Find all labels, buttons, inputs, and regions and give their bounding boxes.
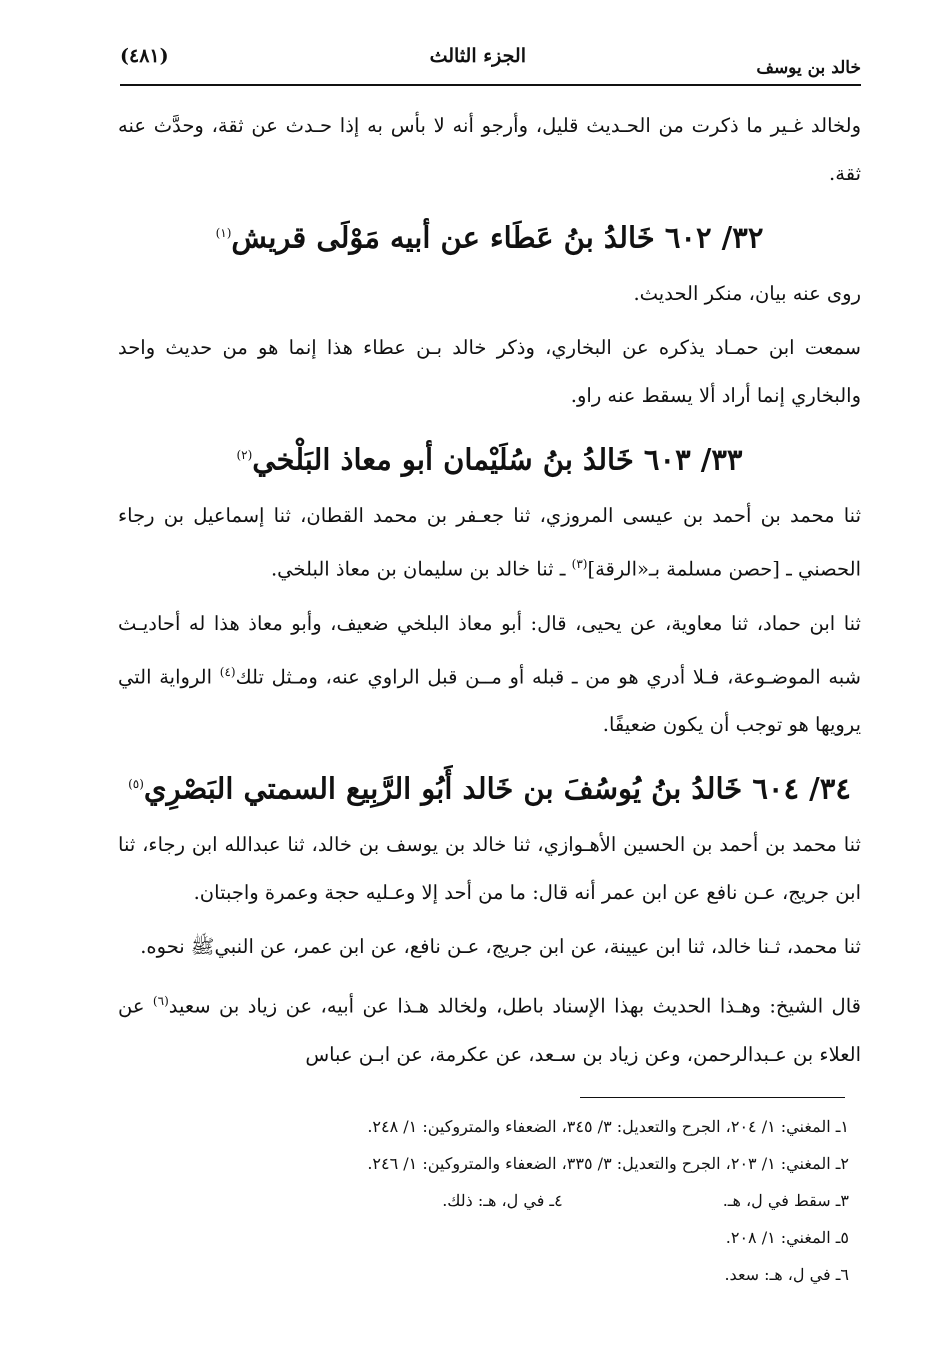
entry-title-604 xyxy=(118,753,861,815)
footnote-6: ٦ـ في ل، هـ: سعد. xyxy=(724,1265,849,1284)
footnote-1: ١ـ المغني: ١/ ٢٠٤، الجرح والتعديل: ٣/ ٣٤٥، الضعفاء والمتروكين: ١/ ٢٤٨. xyxy=(367,1117,849,1136)
entry-title-603 xyxy=(118,424,861,486)
entry-title-602 xyxy=(118,202,861,264)
footnote-4: ٤ـ في ل، هـ: ذلك. xyxy=(442,1191,563,1210)
paragraph-604-2: ثنا محمد، ثـنا خالد، ثنا ابن عيينة، عن ابن جريج، عـن نافع، عن ابن عمر، عن النبيﷺ نحوه. xyxy=(140,935,861,958)
footnote-5: ٥ـ المغني: ١/ ٢٠٨. xyxy=(725,1228,849,1247)
running-header xyxy=(120,40,861,86)
paragraph-603-1 xyxy=(118,492,861,594)
footnote-ref-3: (٣) xyxy=(571,557,588,571)
paragraph-603-1-text-a: ثنا محمد بن أحمد بن عيسى المروزي، ثنا جعـفر بن محمد القطان، ثنا إسماعيل بن رجاء الحصني ـ [حصن مسلمة بـ«الرقة] xyxy=(118,504,861,581)
paragraph-603-2 xyxy=(118,600,861,750)
paragraph-602-2: سمعت ابن حمـاد يذكره عن البخاري، وذكر خالد بـن عطاء هذا إنما هو من حديث واحد والبخاري إنما أراد ألا يسقط عنه راو. xyxy=(118,336,861,407)
paragraph-603-1-text-b: ـ ثنا خالد بن سليمان بن معاذ البلخي. xyxy=(270,557,572,581)
footnote-ref-2: (٢) xyxy=(236,448,253,462)
footnote-2: ٢ـ المغني: ١/ ٢٠٣، الجرح والتعديل: ٣/ ٣٣٥، الضعفاء والمتروكين: ١/ ٢٤٦. xyxy=(367,1154,849,1173)
footnote-ref-5: (٥) xyxy=(128,777,144,791)
footnote-ref-1: (١) xyxy=(215,226,232,240)
paragraph-603-2-text-b: الرواية التي يرويها هو توجب أن يكون ضعيفًا. xyxy=(118,665,861,736)
footnote-row-3-4 xyxy=(120,1182,849,1219)
paragraph-603-2-text-a: ثنا ابن حماد، ثنا معاوية، عن يحيى، قال: أبو معاذ البلخي ضعيف، وأبو معاذ هذا له أحاديـث شبه الموضـوعة، فـلا أدري هو من ـ قبله أو مــن قبل الراوي عنه، ومـثل تلك xyxy=(118,611,861,688)
footnote-ref-4: (٤) xyxy=(219,664,236,679)
header-page-number: (٤٨١) xyxy=(120,45,169,67)
footnote-3: ٣ـ سقط في ل، هـ. xyxy=(722,1191,849,1210)
footnotes xyxy=(120,1108,849,1293)
header-chapter-title: خالد بن يوسف xyxy=(756,58,861,78)
page-body xyxy=(118,102,861,1079)
entry-title-602-text: ٣٢/ ٦٠٢ خَالدُ بنُ عَطَاء عن أبيه مَوْلَى قريش xyxy=(231,220,764,255)
entry-title-604-text: ٣٤/ ٦٠٤ خَالدُ بنُ يُوسُفَ بن خَالد أَبُو الرَّبِيع السمتي البَصْرِي xyxy=(143,771,851,806)
footnote-ref-6: (٦) xyxy=(152,994,169,1008)
paragraph-604-3-text-a: قال الشيخ: وهـذا الحديث بهذا الإسناد باطل، ولخالد هـذا عن أبيه، عن زياد بن سعيد xyxy=(168,994,861,1018)
paragraph-intro: ولخالد غـير ما ذكرت من الحـديث قليل، وأرجو أنه لا بأس به إذا حـدث عن ثقة، وحدَّث عنه ثقة. xyxy=(118,114,861,185)
footnote-divider xyxy=(580,1097,845,1098)
entry-title-603-text: ٣٣/ ٦٠٣ خَالدُ بنُ سُلَيْمان أبو معاذ البَلْخي xyxy=(252,442,743,477)
header-volume-part: الجزء الثالث xyxy=(429,45,526,67)
paragraph-602-1: روى عنه بيان، منكر الحديث. xyxy=(633,282,861,305)
paragraph-604-1: ثنا محمد بن أحمد بن الحسين الأهـوازي، ثنا خالد بن يوسف بن خالد، ثنا عبدالله ابن رجاء، ثنا ابن جريج، عـن نافع عن ابن عمر أنه قال: ما من أحد إلا وعـليه حجة وعمرة واجبتان. xyxy=(118,833,861,904)
paragraph-604-3-text-b: عن العلاء بن عـبدالرحمن، وعن زياد بن سـعد، عن عكرمة، عن ابـن عباس xyxy=(118,994,861,1066)
paragraph-604-3 xyxy=(118,977,861,1079)
